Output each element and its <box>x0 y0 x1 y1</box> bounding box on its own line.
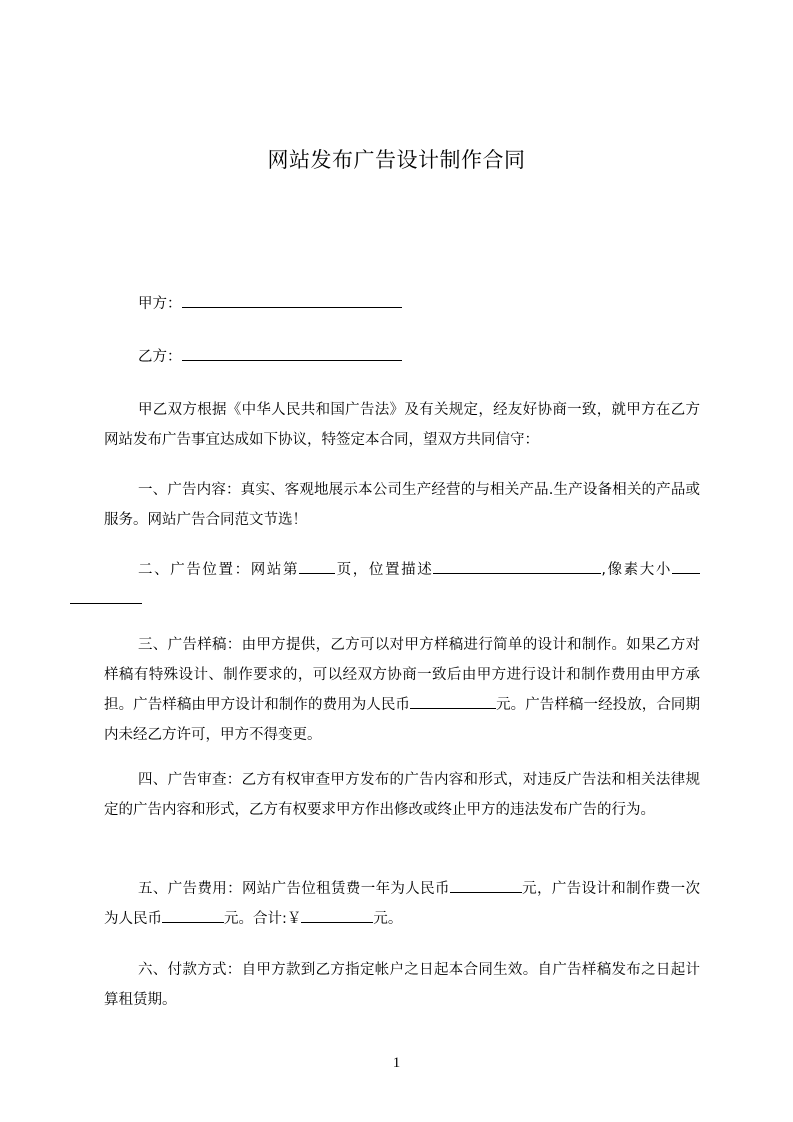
page-number-blank[interactable] <box>299 559 335 574</box>
clause-5-text-b: 元，广告设计和制作费一次为人民币 <box>104 881 701 927</box>
position-description-blank[interactable] <box>433 559 601 574</box>
annual-rent-blank[interactable] <box>450 878 522 893</box>
clause-3-sample <box>104 630 700 750</box>
clause-5-text-a: 五、广告费用：网站广告位租赁费一年为人民币 <box>138 881 450 897</box>
pixel-size-blank[interactable] <box>672 559 700 574</box>
clause-1-content: 一、广告内容：真实、客观地展示本公司生产经营的与相关产品.生产设备相关的产品或服务。网站广告合同范文节选！ <box>104 482 700 528</box>
one-time-fee-blank[interactable] <box>162 908 224 923</box>
party-a-line <box>138 292 402 314</box>
clause-2-text-b: 页，位置描述 <box>335 562 434 578</box>
document-title: 网站发布广告设计制作合同 <box>267 148 526 172</box>
clause-3-text-b: 元。广告样稿一经投放，合同期内未经乙方许可，甲方不得变更。 <box>104 697 700 743</box>
party-a-blank[interactable] <box>182 292 402 308</box>
clause-5-fees <box>104 874 700 934</box>
party-b-line <box>138 345 402 367</box>
page-number: 1 <box>392 1055 401 1071</box>
pixel-size-blank-cont[interactable] <box>70 589 142 604</box>
party-b-blank[interactable] <box>182 345 402 361</box>
clause-6-payment: 六、付款方式：自甲方款到乙方指定帐户之日起本合同生效。自广告样稿发布之日起计算租赁期。 <box>104 962 700 1008</box>
intro-paragraph: 甲乙双方根据《中华人民共和国广告法》及有关规定，经友好协商一致，就甲方在乙方网站发布广告事宜达成如下协议，特签定本合同，望双方共同信守： <box>104 402 700 448</box>
clause-2-text-c: ,像素大小 <box>601 562 673 578</box>
clause-2-text-a: 二、广告位置：网站第 <box>138 562 300 578</box>
total-fee-blank[interactable] <box>301 908 373 923</box>
party-a-label: 甲方： <box>138 296 182 312</box>
clause-4-review: 四、广告审查：乙方有权审查甲方发布的广告内容和形式，对违反广告法和相关法律规定的广告内容和形式，乙方有权要求甲方作出修改或终止甲方的违法发布广告的行为。 <box>104 772 700 818</box>
party-b-label: 乙方： <box>138 349 182 365</box>
clause-3-text-a: 三、广告样稿：由甲方提供，乙方可以对甲方样稿进行简单的设计和制作。如果乙方对样稿有特殊设计、制作要求的，可以经双方协商一致后由甲方进行设计和制作费用由甲方承担。广告样稿由甲方设计和制作的费用为人民币 <box>104 637 700 713</box>
clause-5-text-c: 元。合计:￥ <box>224 911 302 927</box>
design-fee-blank[interactable] <box>410 694 496 709</box>
clause-2-position <box>104 555 700 615</box>
clause-5-text-d: 元。 <box>373 911 403 927</box>
